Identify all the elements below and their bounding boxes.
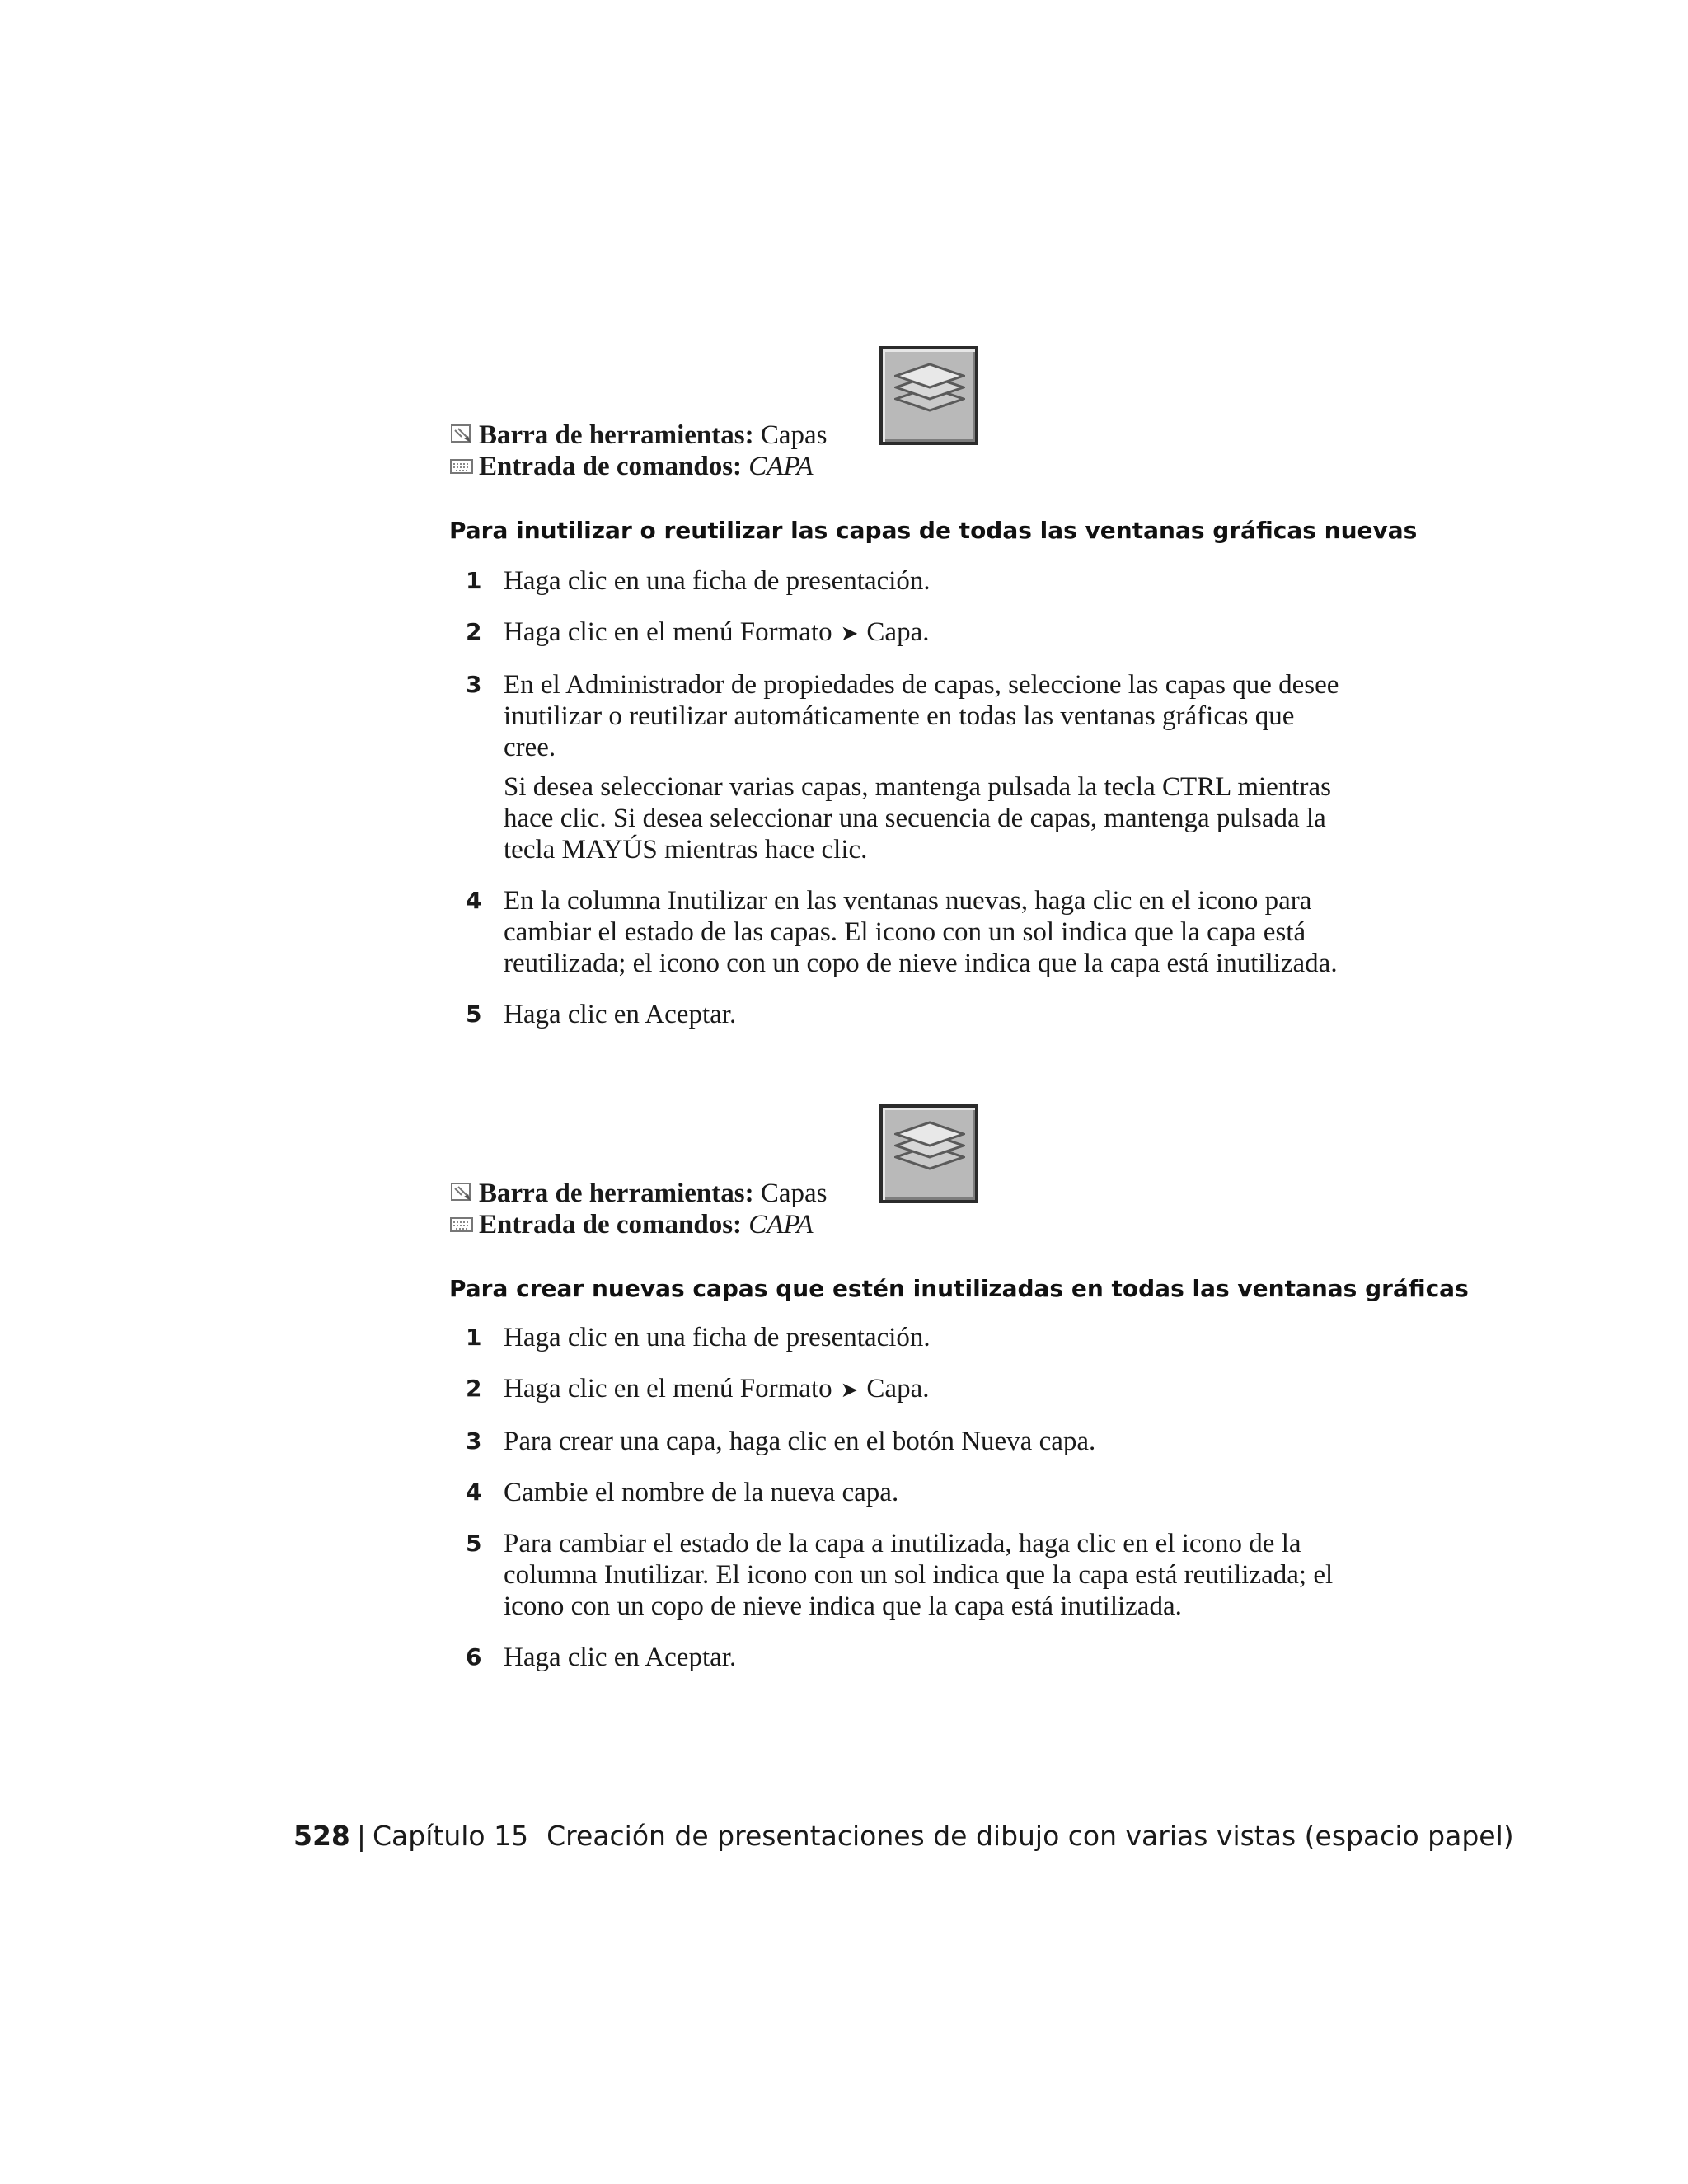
step-text: Haga clic en Aceptar. bbox=[504, 1000, 737, 1029]
access-block-2 bbox=[449, 1104, 1026, 1261]
list-item bbox=[449, 999, 1339, 1030]
command-row bbox=[449, 450, 814, 483]
step-text: Haga clic en Aceptar. bbox=[504, 1643, 737, 1672]
command-label: Entrada de comandos: bbox=[479, 1210, 743, 1240]
command-value: CAPA bbox=[748, 452, 814, 481]
page-footer bbox=[293, 1818, 1514, 1854]
toolbar-value: Capas bbox=[760, 420, 828, 450]
command-value: CAPA bbox=[748, 1210, 814, 1240]
list-item bbox=[449, 616, 1339, 649]
procedure-title-1: Para inutilizar o reutilizar las capas de todas las ventanas gráficas nuevas bbox=[449, 517, 1418, 544]
list-item bbox=[449, 1477, 1339, 1508]
layers-toolbar-button[interactable] bbox=[879, 1104, 978, 1203]
step-text: Haga clic en una ficha de presentación. bbox=[504, 566, 931, 596]
list-item bbox=[449, 1426, 1339, 1457]
step-text: Para crear una capa, haga clic en el botón Nueva capa. bbox=[504, 1427, 1096, 1456]
keyboard-icon bbox=[449, 453, 474, 478]
step-number: 2 bbox=[466, 618, 482, 645]
access-block-1 bbox=[449, 346, 1026, 503]
list-item bbox=[449, 565, 1339, 597]
toolbar-row bbox=[449, 419, 827, 452]
command-row bbox=[449, 1208, 814, 1241]
step-text: Haga clic en el menú Formato bbox=[504, 617, 832, 647]
footer-separator: | bbox=[356, 1820, 367, 1852]
toolbar-icon bbox=[449, 1180, 474, 1205]
step-number: 4 bbox=[466, 887, 482, 914]
step-number: 1 bbox=[466, 567, 482, 594]
step-text-after: Capa. bbox=[866, 617, 930, 647]
step-text: Cambie el nombre de la nueva capa. bbox=[504, 1478, 899, 1507]
layers-icon bbox=[894, 1121, 965, 1188]
step-text: En la columna Inutilizar en las ventanas nuevas, haga clic en el icono para cambiar el estado de las capas. El icono con un sol indica que la capa está reutilizada; el icono con un copo de nieve indica que la capa está inutilizada. bbox=[504, 886, 1338, 978]
chapter-title: Creación de presentaciones de dibujo con varias vistas (espacio papel) bbox=[546, 1820, 1514, 1852]
toolbar-value: Capas bbox=[760, 1179, 828, 1208]
menu-arrow-icon: ➤ bbox=[840, 621, 859, 646]
chapter-label: Capítulo 15 bbox=[373, 1820, 529, 1852]
toolbar-label: Barra de herramientas: bbox=[479, 1179, 754, 1208]
step-number: 5 bbox=[466, 1001, 482, 1028]
step-number: 4 bbox=[466, 1479, 482, 1506]
step-number: 3 bbox=[466, 671, 482, 698]
layers-toolbar-button[interactable] bbox=[879, 346, 978, 445]
step-note: Si desea seleccionar varias capas, mantenga pulsada la tecla CTRL mientras hace clic. Si desea seleccionar una secuencia de capas, mantenga pulsada la tecla MAYÚS mientras hace clic. bbox=[504, 772, 1331, 865]
keyboard-icon bbox=[449, 1212, 474, 1236]
step-text-after: Capa. bbox=[866, 1374, 930, 1404]
step-number: 5 bbox=[466, 1530, 482, 1557]
procedure-steps-1 bbox=[449, 565, 1339, 1030]
page-number: 528 bbox=[293, 1820, 350, 1852]
procedure-steps-2 bbox=[449, 1322, 1339, 1673]
list-item bbox=[449, 1322, 1339, 1353]
step-text: Haga clic en una ficha de presentación. bbox=[504, 1323, 931, 1352]
toolbar-label: Barra de herramientas: bbox=[479, 420, 754, 450]
toolbar-icon bbox=[449, 422, 474, 447]
layers-icon bbox=[894, 363, 965, 430]
step-number: 1 bbox=[466, 1324, 482, 1351]
menu-arrow-icon: ➤ bbox=[840, 1378, 859, 1403]
list-item bbox=[449, 885, 1339, 979]
command-label: Entrada de comandos: bbox=[479, 452, 743, 481]
step-number: 2 bbox=[466, 1375, 482, 1402]
procedure-title-2: Para crear nuevas capas que estén inutilizadas en todas las ventanas gráficas bbox=[449, 1275, 1469, 1302]
step-text: Para cambiar el estado de la capa a inutilizada, haga clic en el icono de la columna Inutilizar. El icono con un sol indica que la capa está reutilizada; el icono con un copo de nieve indica que la capa está inutilizada. bbox=[504, 1529, 1334, 1621]
list-item bbox=[449, 669, 1339, 865]
list-item bbox=[449, 1642, 1339, 1673]
list-item bbox=[449, 1373, 1339, 1406]
step-text: En el Administrador de propiedades de capas, seleccione las capas que desee inutilizar o reutilizar automáticamente en todas las ventanas gráficas que cree. bbox=[504, 670, 1339, 762]
toolbar-row bbox=[449, 1177, 827, 1210]
step-number: 3 bbox=[466, 1427, 482, 1455]
step-number: 6 bbox=[466, 1643, 482, 1671]
step-text: Haga clic en el menú Formato bbox=[504, 1374, 832, 1404]
list-item bbox=[449, 1528, 1339, 1622]
